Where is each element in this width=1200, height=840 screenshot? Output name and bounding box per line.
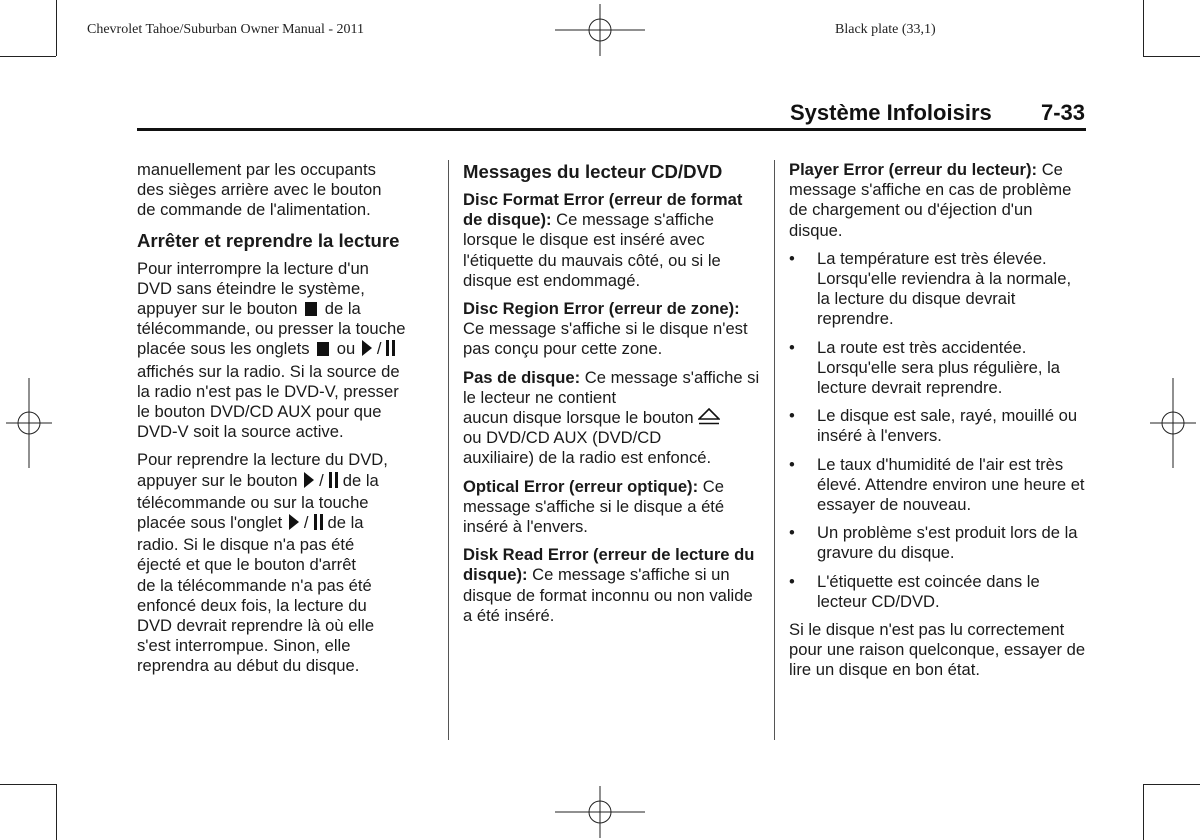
crop-mark (1143, 56, 1200, 57)
message-term: Pas de disque: (463, 367, 581, 387)
message-entry: Disc Region Error (erreur de zone): Ce message s'affiche si le disque n'est pas conçu pour cette zone. (463, 299, 748, 359)
intro-paragraph: manuellement par les occupants des sièges arrière avec le bouton de commande de l'alimentation. (137, 160, 382, 220)
section-heading: Arrêter et reprendre la lecture (137, 229, 400, 251)
crop-mark (1143, 784, 1200, 785)
column-2 (463, 160, 763, 634)
message-entry: Disk Read Error (erreur de lecture du disque): Ce message s'affiche si un disque de format inconnu ou non valide a été inséré. (463, 545, 755, 625)
print-header-title: Chevrolet Tahoe/Suburban Owner Manual - 2011 (87, 22, 365, 37)
list-item: • Le taux d'humidité de l'air est très élevé. Attendre environ une heure et essayer de nouveau. (789, 455, 1087, 516)
column-divider (448, 160, 449, 740)
crop-mark (0, 784, 56, 785)
crop-mark (1143, 0, 1144, 56)
registration-mark-icon (555, 786, 645, 840)
message-entry: Optical Error (erreur optique): Ce message s'affiche si le disque a été inséré à l'envers. (463, 476, 725, 537)
registration-mark-icon (1150, 378, 1196, 468)
crop-mark (56, 0, 57, 56)
stop-icon (305, 302, 317, 316)
crop-mark (56, 784, 57, 840)
message-entry: Pas de disque: Ce message s'affiche si le lecteur ne contient aucun disque lorsque le bouton ou DVD/CD AUX (DVD/CD auxiliaire) de la radio est enfoncé. (463, 367, 760, 468)
stop-paragraph: Pour interrompre la lecture d'un DVD sans éteindre le système, appuyer sur le bouton de la télécommande, ou presser la touche placée sous les onglets ou / affichés sur la radio. Si la source de la radio n'est pas le DVD-V, presser le bouton DVD/CD AUX pour que DVD-V soit la source active. (137, 258, 406, 442)
column-3 (789, 160, 1087, 689)
list-item: • La température est très élevée. Lorsqu'elle reviendra à la normale, la lecture du disque devrait reprendre. (789, 249, 1087, 330)
crop-mark (0, 56, 56, 57)
play-icon (304, 472, 314, 488)
list-item: • Un problème s'est produit lors de la gravure du disque. (789, 523, 1087, 563)
column-1 (137, 160, 437, 685)
list-item: • L'étiquette est coincée dans le lecteur CD/DVD. (789, 572, 1087, 612)
message-term: Disc Format Error (erreur de format de disque): (463, 190, 743, 230)
eject-icon (698, 408, 720, 426)
resume-paragraph: Pour reprendre la lecture du DVD, appuyer sur le bouton / de la télécommande ou sur la touche placée sous l'onglet / de la radio. Si le disque n'a pas été éjecté et que le bouton d'arrêt de la télécommande n'a pas été enfoncé deux fois, la lecture du DVD devrait reprendre là où elle s'est interrompue. Sinon, elle reprendra au début du disque. (137, 450, 388, 676)
message-term: Player Error (erreur du lecteur): (789, 160, 1038, 179)
pause-icon (329, 472, 341, 493)
crop-mark (1143, 784, 1144, 840)
message-term: Disc Region Error (erreur de zone): (463, 299, 740, 319)
header-rule (137, 128, 1086, 131)
list-item: • Le disque est sale, rayé, mouillé ou inséré à l'envers. (789, 406, 1087, 446)
message-term: Optical Error (erreur optique): (463, 476, 699, 496)
registration-mark-icon (555, 2, 645, 58)
message-entry: Disc Format Error (erreur de format de disque): Ce message s'affiche lorsque le disque est inséré avec l'étiquette du mauvais côté, ou si le disque est endommagé. (463, 190, 743, 290)
print-header-plate: Black plate (33,1) (835, 22, 936, 37)
section-title: Système Infoloisirs (790, 100, 992, 125)
play-icon (362, 340, 372, 356)
registration-mark-icon (6, 378, 52, 468)
section-heading: Messages du lecteur CD/DVD (463, 161, 723, 182)
stop-icon (317, 342, 329, 356)
list-item: • La route est très accidentée. Lorsqu'elle sera plus régulière, la lecture devrait reprendre. (789, 338, 1087, 399)
message-term: Disk Read Error (erreur de lecture du disque): (463, 545, 755, 585)
pause-icon (314, 514, 326, 535)
message-entry: Player Error (erreur du lecteur): Ce message s'affiche en cas de problème de chargement ou d'éjection d'un disque. (789, 160, 1072, 240)
play-icon (289, 514, 299, 530)
column-divider (774, 160, 775, 740)
cause-list (789, 249, 1087, 612)
page-number: 7-33 (1040, 100, 1085, 125)
closing-paragraph: Si le disque n'est pas lu correctement pour une raison quelconque, essayer de lire un disque en bon état. (789, 620, 1086, 680)
running-head (790, 100, 1085, 130)
pause-icon (386, 340, 398, 361)
